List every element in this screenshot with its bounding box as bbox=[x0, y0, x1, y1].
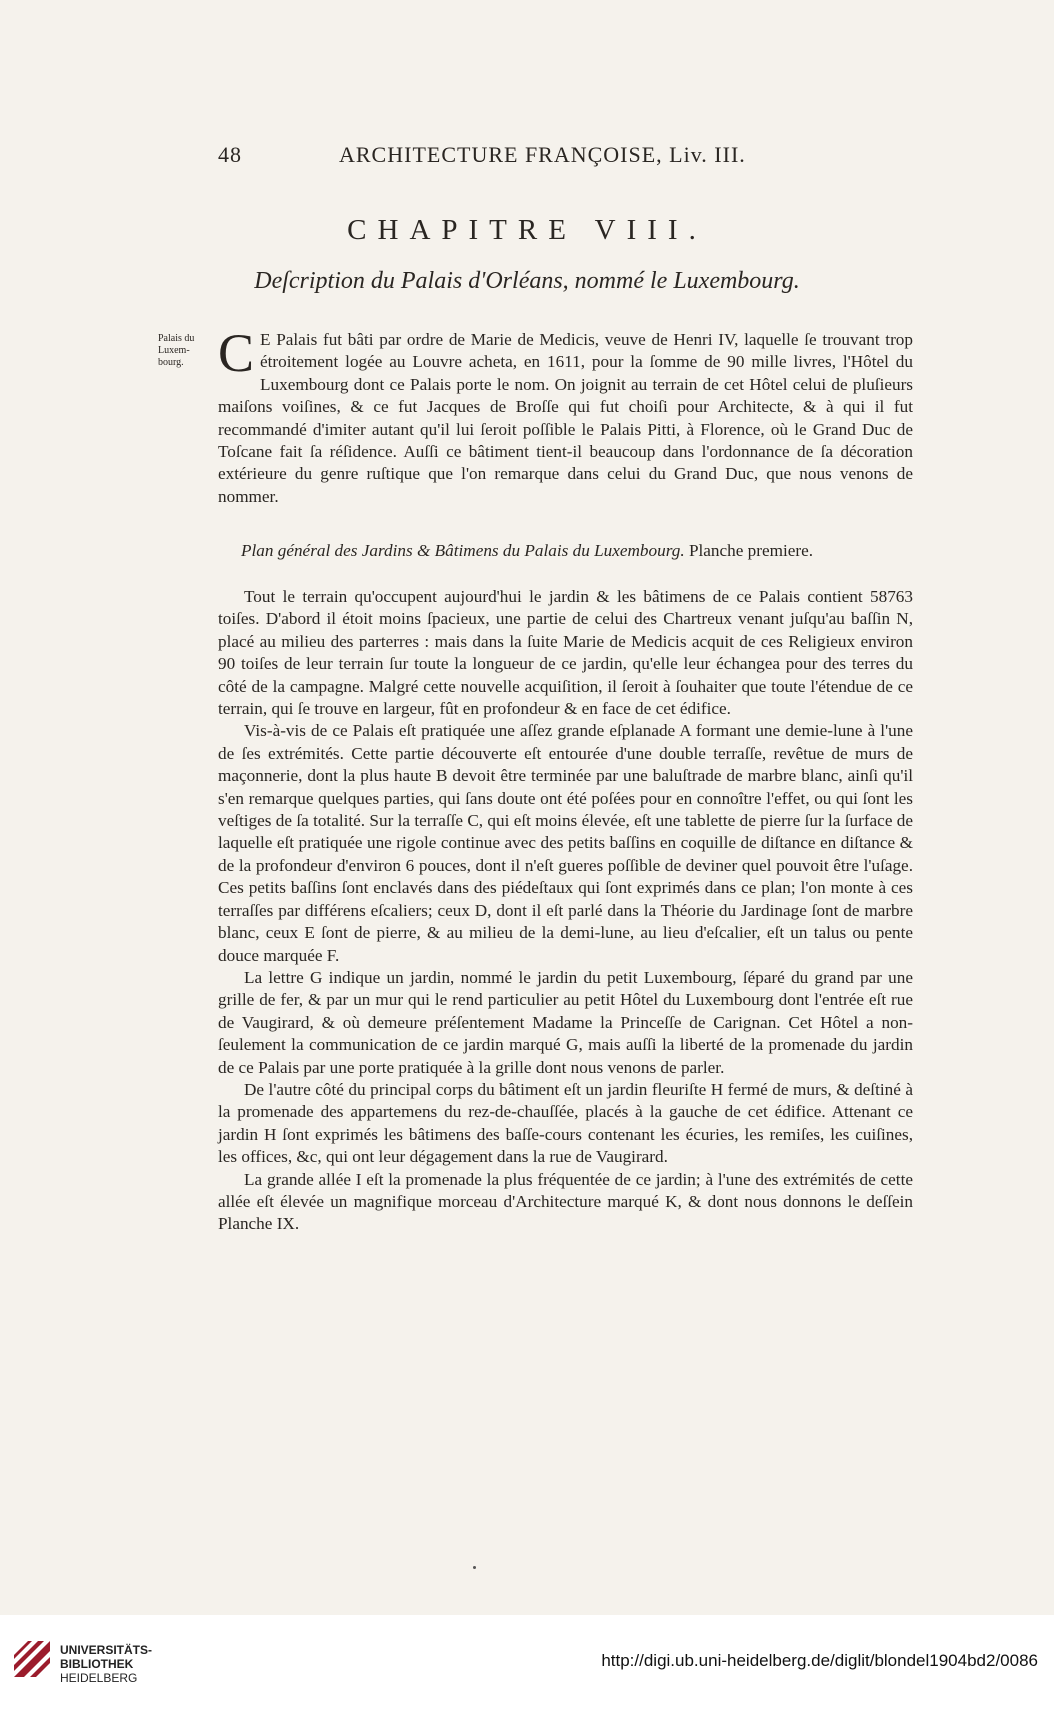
body-paragraph: La lettre G indique un jardin, nommé le jardin du petit Luxembourg, ſéparé du grand par une grille de fer, & par un mur qui le rend particulier au petit Hôtel du Luxembourg dont l'entrée eſt rue de Vaugirard, & où demeure préſentement Madame la Princeſſe de Carignan. Cet Hôtel a non-ſeulement la communication de ce jardin marqué G, mais auſſi la liberté de la promenade du jardin de ce Palais par une porte pratiquée à la grille dont nous venons de parler. bbox=[218, 967, 913, 1077]
intro-paragraph bbox=[218, 323, 913, 508]
intro-paragraph-text: E Palais fut bâti par ordre de Marie de Medicis, veuve de Henri IV, laquelle ſe trouvant trop étroitement logée au Louvre acheta, en 1611, pour la ſomme de 90 mille livres, l'Hôtel du Luxembourg dont ce Palais porte le nom. On joignit au terrain de cet Hôtel celui de pluſieurs maiſons voiſines, & ce fut Jacques de Broſſe qui fut choiſi pour Architecte, & à qui il fut recommandé d'imiter autant qu'il lui ſeroit poſſible le Palais Pitti, à Florence, où le Grand Duc de Toſcane fait ſa réſidence. Auſſi ce bâtiment tient-il beaucoup dans l'ordonnance de ſa décoration extérieure du genre ruſtique que l'on remarque dans celui du Grand Duc, que nous venons de nommer. bbox=[218, 330, 913, 506]
body-text bbox=[218, 586, 913, 1236]
page-number: 48 bbox=[218, 142, 242, 167]
university-logo-icon bbox=[10, 1637, 56, 1683]
library-line-2: BIBLIOTHEK bbox=[60, 1657, 134, 1671]
plate-caption-italic: Plan général des Jardins & Bâtimens du Palais du Luxembourg. bbox=[240, 541, 685, 560]
body-paragraph: Vis-à-vis de ce Palais eſt pratiquée une aſſez grande eſplanade A formant une demie-lune à l'une de ſes extrémités. Cette partie découverte eſt entourée d'une double terraſſe, revêtue de murs de maçonnerie, dont la plus haute B devoit être terminée par une baluſtrade de marbre blanc, ainſi qu'il s'en remarque quelques parties, qui ſans doute ont été poſées pour en connoître l'effet, ou qui ſont les veſtiges de ſa totalité. Sur la terraſſe C, qui eſt moins élevée, eſt une tablette de pierre ſur la ſurface de laquelle eſt pratiquée une rigole continue avec des petits baſſins en coquille de diſtance en diſtance & de la profondeur d'environ 6 pouces, dont il n'eſt gueres poſſible de deviner quel pouvoit être l'uſage. Ces petits baſſins ſont enclavés dans des piédeſtaux qui ſont exprimés dans ce plan; l'on monte à ces terraſſes par différens eſcaliers; ceux D, dont il eſt parlé dans la Théorie du Jardinage ſont de marbre blanc, ceux E ſont de pierre, & au milieu de la demi-lune, au lieu d'eſcalier, eſt un talus ou pente douce marquée F. bbox=[218, 721, 913, 965]
footer-bar bbox=[0, 1615, 1054, 1715]
body-paragraph: La grande allée I eſt la promenade la plus fréquentée de ce jardin; à l'une des extrémités de cette allée eſt élevée un magnifique morceau d'Architecture marqué K, & dont nous donnons le deſſein Planche IX. bbox=[218, 1169, 913, 1234]
running-title: ARCHITECTURE FRANÇOISE, Liv. III. bbox=[339, 142, 746, 167]
intro-paragraph-block bbox=[218, 323, 913, 508]
library-line-1: UNIVERSITÄTS- bbox=[60, 1643, 153, 1657]
stray-mark bbox=[473, 1566, 476, 1569]
plate-caption bbox=[0, 541, 1054, 561]
library-name bbox=[60, 1643, 152, 1685]
plate-caption-roman: Planche premiere. bbox=[688, 541, 814, 560]
chapter-subtitle: Deſcription du Palais d'Orléans, nommé le Luxembourg. bbox=[254, 268, 800, 294]
body-paragraph: De l'autre côté du principal corps du bâtiment eſt un jardin fleuriſte H fermé de murs, & deſtiné à la promenade des appartemens du rez-de-chauſſée, placés à la gauche de cet édifice. Attenant ce jardin H ſont exprimés les bâtimens des baſſe-cours contenant les écuries, les remiſes, les cuiſines, les offices, &c, qui ont leur dégagement dans la rue de Vaugirard. bbox=[218, 1079, 913, 1167]
drop-cap: C bbox=[218, 323, 255, 383]
margin-note: Palais du Luxem-bourg. bbox=[158, 333, 195, 368]
chapter-title: CHAPITRE VIII. bbox=[347, 214, 707, 246]
library-line-3: HEIDELBERG bbox=[60, 1671, 138, 1685]
source-url-link[interactable]: http://digi.ub.uni-heidelberg.de/diglit/blondel1904bd2/0086 bbox=[601, 1651, 1038, 1670]
body-paragraph: Tout le terrain qu'occupent aujourd'hui le jardin & les bâtimens de ce Palais contient 58763 toiſes. D'abord il étoit moins ſpacieux, une partie de celui des Chartreux venant juſqu'au baſſin N, placé au milieu des parterres : mais dans la ſuite Marie de Medicis acquit de ces Religieux environ 90 toiſes de leur terrain ſur toute la longueur de ce jardin, qu'elle leur échangea pour des terres du côté de la campagne. Malgré cette nouvelle acquiſition, il ſeroit à ſouhaiter que toute l'étendue de ce terrain, qui ſe trouve en largeur, fût en profondeur & en face de cet édifice. bbox=[218, 587, 913, 719]
